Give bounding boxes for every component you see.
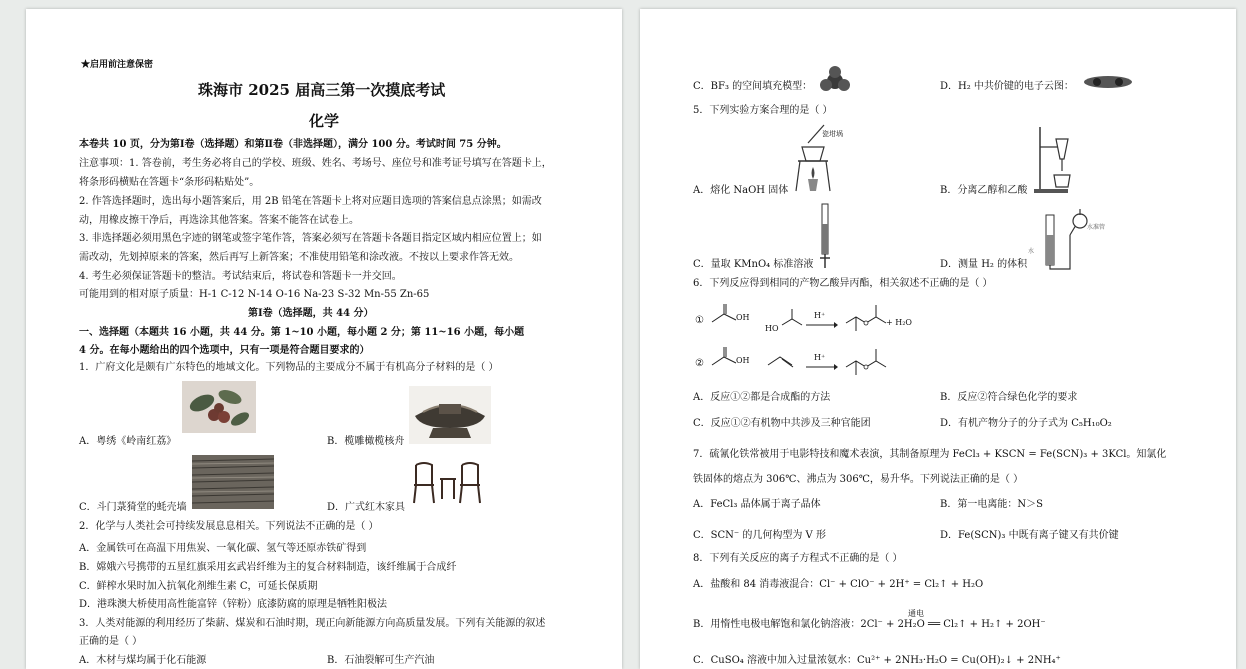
question-stem: 8．下列有关反应的离子方程式不正确的是（ ）: [693, 553, 903, 564]
q6-option-b: B．反应②符合绿色化学的要求: [940, 392, 1078, 403]
reaction-arrow: [806, 322, 838, 328]
olive-boat-carving-image: [409, 386, 491, 444]
separatory-funnel-image: [1032, 125, 1086, 195]
h2-electron-cloud-image: [1082, 74, 1134, 90]
note-line: 动，用橡皮擦干净后，再选涂其他答案。答案不能答在试卷上。: [79, 215, 359, 226]
q7-option-b: B．第一电离能：N＞S: [940, 499, 1043, 510]
q1-option-d: D．广式红木家具: [327, 502, 406, 513]
q5-option-d: D．测量 H₂ 的体积: [940, 259, 1028, 270]
q2-option-d: D．港珠澳大桥使用高性能富锌（锌粉）底漆防腐的原理是牺牲阳极法: [79, 599, 388, 610]
gas-volume-apparatus-image: [1036, 205, 1110, 271]
question-stem: 5．下列实验方案合理的是（ ）: [693, 105, 833, 116]
electrolysis-condition: 通电: [908, 609, 924, 618]
question-stem: 铁固体的熔点为 306℃、沸点为 306℃，易升华。下列说法正确的是（ ）: [693, 474, 1024, 485]
q4-option-d: D．H₂ 中共价键的电子云图：: [940, 81, 1074, 92]
q6-option-a: A．反应①②都是合成酯的方法: [693, 392, 831, 403]
q2-option-c: C．鲜榨水果时加入抗氧化剂维生素 C，可延长保质期: [79, 581, 318, 592]
part1-title: 第Ⅰ卷（选择题，共 44 分）: [248, 308, 374, 319]
exam-page-left: [26, 9, 622, 669]
q7-option-d: D．Fe(SCN)₃ 中既有离子键又有共价键: [940, 530, 1119, 541]
q4-option-c: C．BF₃ 的空间填充模型：: [693, 81, 813, 92]
q1-option-a: A．粤绣《岭南红荔》: [79, 436, 177, 447]
note-line: 将条形码横贴在答题卡“条形码粘贴处”。: [79, 177, 260, 188]
isopropyl-acetate-structure: [844, 301, 892, 335]
propene-structure: [766, 353, 796, 369]
note-line: 注意事项：1. 答卷前，考生务必将自己的学校、班级、姓名、考场号、座位号和准考证号填写在答题卡上，: [79, 158, 552, 169]
question-stem: 3．人类对能源的利用经历了柴薪、煤炭和石油时期，现正向新能源方向高质量发展。下列有关能源的叙述: [79, 618, 546, 629]
q1-option-b: B．榄雕橄榄核舟: [327, 436, 405, 447]
reaction-1-number: ①: [695, 315, 704, 326]
q3-option-a: A．木材与煤均属于化石能源: [79, 655, 207, 666]
question-stem: 1．广府文化是颇有广东特色的地域文化。下列物品的主要成分不属于有机高分子材料的是（ ）: [79, 362, 499, 373]
crucible-label: 瓷坩埚: [822, 130, 843, 138]
q6-option-c: C．反应①②有机物中共涉及三种官能团: [693, 418, 871, 429]
exam-page-right: [640, 9, 1236, 669]
oyster-shell-wall-image: [192, 455, 274, 509]
q5-option-a: A．熔化 NaOH 固体: [693, 185, 789, 196]
hydroxyl-label: OH: [736, 356, 750, 365]
question-stem: 2．化学与人类社会可持续发展息息相关。下列说法不正确的是（ ）: [79, 521, 379, 532]
atomic-masses: 可能用到的相对原子质量：H-1 C-12 N-14 O-16 Na-23 S-32 Mn-55 Zn-65: [79, 289, 430, 300]
q6-option-d: D．有机产物分子的分子式为 C₅H₁₀O₂: [940, 418, 1112, 429]
confidential-mark: ★启用前注意保密: [81, 60, 154, 70]
q1-option-c: C．斗门菉猗堂的蚝壳墙: [79, 502, 187, 513]
catalyst-label: H⁺: [814, 311, 826, 320]
exam-title: 珠海市 2025 届高三第一次摸底考试: [198, 81, 446, 99]
redwood-furniture-image: [410, 459, 486, 505]
section1-heading: 一、选择题（本题共 16 小题，共 44 分。第 1~10 小题，每小题 2 分；第 11~16 小题，每小题: [79, 327, 525, 338]
q5-option-c: C．量取 KMnO₄ 标准溶液: [693, 259, 814, 270]
reaction-2-number: ②: [695, 358, 704, 369]
hydroxyl-label: OH: [736, 313, 750, 322]
question-stem: 正确的是（ ）: [79, 636, 143, 647]
bf3-space-filling-model: [818, 65, 852, 93]
reaction-arrow: [806, 364, 838, 370]
note-line: 3. 非选择题必须用黑色字迹的钢笔或签字笔作答，答案必须写在答题卡各题目指定区域内相应位置上；如: [79, 233, 542, 244]
exam-summary: 本卷共 10 页，分为第Ⅰ卷（选择题）和第Ⅱ卷（非选择题），满分 100 分。考试时间 75 分钟。: [79, 139, 507, 150]
q3-option-b: B．石油裂解可生产汽油: [327, 655, 435, 666]
note-line: 4. 考生必须保证答题卡的整洁。考试结束后，将试卷和答题卡一并交回。: [79, 271, 402, 282]
catalyst-label: H⁺: [814, 353, 826, 362]
question-stem: 7．硫氰化铁常被用于电影特技和魔术表演，其制备原理为 FeCl₃ + KSCN = Fe(SCN)₃ + 3KCl。知氯化: [693, 449, 1167, 460]
q8-option-c: C．CuSO₄ 溶液中加入过量浓氨水：Cu²⁺ + 2NH₃·H₂O = Cu(OH)₂↓ + 2NH₄⁺: [693, 655, 1061, 666]
leveling-tube-label: 水准管: [1087, 224, 1106, 231]
q7-option-a: A．FeCl₃ 晶体属于离子晶体: [693, 499, 821, 510]
q2-option-b: B．嫦娥六号携带的五星红旗采用玄武岩纤维为主的复合材料制造，该纤维属于合成纤: [79, 562, 457, 573]
q2-option-a: A．金属铁可在高温下用焦炭、一氧化碳、氢气等还原赤铁矿得到: [79, 543, 367, 554]
question-stem: 6．下列反应得到相同的产物乙酸异丙酯，相关叙述不正确的是（ ）: [693, 278, 993, 289]
exam-subject: 化学: [309, 112, 340, 130]
water-product: + H₂O: [886, 318, 912, 327]
section1-heading: 4 分。在每小题给出的四个选项中，只有一项是符合题目要求的）: [79, 345, 370, 356]
note-line: 2. 作答选择题时，选出每小题答案后，用 2B 铅笔在答题卡上将对应题目选项的答案信息点涂黑；如需改: [79, 196, 542, 207]
note-line: 需改动，先划掉原来的答案，然后再写上新答案；不准使用铅笔和涂改液。不按以上要求作答无效。: [79, 252, 519, 263]
embroidery-lychee-image: [182, 381, 256, 433]
hydroxyl-label: HO: [765, 324, 779, 333]
q5-option-b: B．分离乙醇和乙酸: [940, 185, 1028, 196]
q8-option-a: A．盐酸和 84 消毒液混合：Cl⁻ + ClO⁻ + 2H⁺ = Cl₂↑ + H₂O: [693, 579, 984, 590]
q7-option-c: C．SCN⁻ 的几何构型为 V 形: [693, 530, 826, 541]
isopropyl-acetate-structure: [844, 345, 892, 379]
water-label: 水: [1028, 248, 1035, 255]
burette-image: [818, 202, 832, 270]
q8-option-b: B．用惰性电极电解饱和氯化钠溶液：2Cl⁻ + 2H₂O ══ Cl₂↑ + H₂↑ + 2OH⁻: [693, 619, 1046, 630]
isopropanol-structure: [780, 307, 806, 333]
